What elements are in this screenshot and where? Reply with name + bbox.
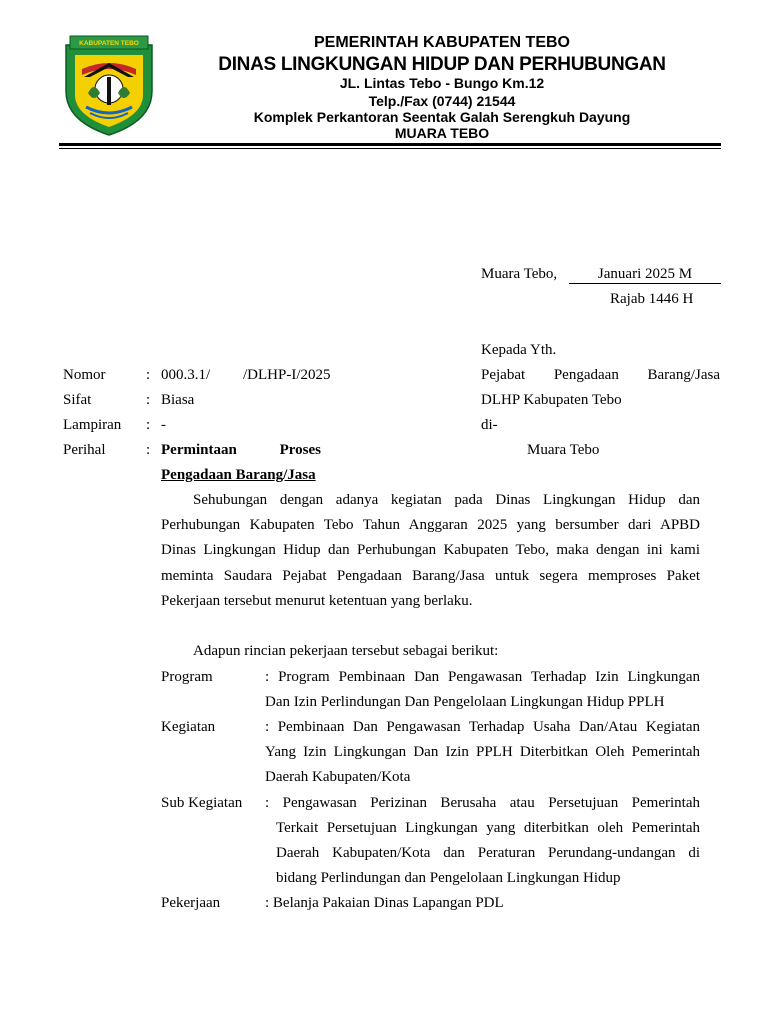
body-paragraph-1-line-1: Sehubungan dengan adanya kegiatan pada Dinas Lingkungan Hidup dan [193, 492, 700, 508]
body-paragraph-1-line-2: Perhubungan Kabupaten Tebo Tahun Anggaran 2025 yang bersumber dari APBD [161, 517, 700, 533]
perihal-value-line1: Permintaan Proses [161, 442, 321, 458]
sifat-label: Sifat [63, 392, 92, 408]
lampiran-label: Lampiran [63, 417, 122, 433]
lampiran-colon: : [146, 417, 151, 433]
kegiatan-value-line2: Yang Izin Lingkungan Dan Izin PPLH Diterbitkan Oleh Pemerintah [265, 744, 700, 760]
recipient-greeting: Kepada Yth. [481, 342, 557, 358]
sub-kegiatan-value-line1: : Pengawasan Perizinan Berusaha atau Persetujuan Pemerintah [265, 795, 700, 811]
sub-kegiatan-value-line2: Terkait Persetujuan Lingkungan yang diterbitkan oleh Pemerintah [276, 820, 700, 836]
letterhead-government: PEMERINTAH KABUPATEN TEBO [314, 34, 570, 51]
nomor-colon: : [146, 367, 151, 383]
sub-kegiatan-value-line4: bidang Perlindungan dan Pengelolaan Lingkungan Hidup [276, 870, 621, 886]
recipient-di: di- [481, 417, 498, 433]
recipient-title: Pejabat Pengadaan Barang/Jasa [481, 367, 720, 383]
letterhead-divider-thin [59, 148, 721, 149]
sub-kegiatan-label: Sub Kegiatan [161, 795, 243, 811]
program-value-line1: : Program Pembinaan Dan Pengawasan Terhadap Izin Lingkungan [265, 669, 700, 685]
letterhead-agency: DINAS LINGKUNGAN HIDUP DAN PERHUBUNGAN [218, 54, 666, 75]
sifat-value: Biasa [161, 392, 195, 408]
body-paragraph-2: Adapun rincian pekerjaan tersebut sebagai berikut: [193, 643, 499, 659]
body-paragraph-1-line-3: Dinas Lingkungan Hidup dan Perhubungan Kabupaten Tebo, maka dengan ini kami [161, 542, 700, 558]
nomor-value-suffix: /DLHP-I/2025 [243, 367, 331, 383]
body-paragraph-1-line-5: Pekerjaan tersebut menurut ketentuan yang berlaku. [161, 593, 473, 609]
date-hijri: Rajab 1446 H [610, 291, 694, 307]
program-label: Program [161, 669, 213, 685]
perihal-colon: : [146, 442, 151, 458]
svg-text:KABUPATEN TEBO: KABUPATEN TEBO [79, 40, 139, 47]
perihal-value-line2: Pengadaan Barang/Jasa [161, 467, 316, 483]
letterhead-address: JL. Lintas Tebo - Bungo Km.12 [339, 75, 545, 91]
perihal-label: Perihal [63, 442, 106, 458]
body-paragraph-1-line-4: meminta Saudara Pejabat Pengadaan Barang/Jasa untuk segera memproses Paket [161, 568, 700, 584]
recipient-office: DLHP Kabupaten Tebo [481, 392, 622, 408]
nomor-label: Nomor [63, 367, 106, 383]
kabupaten-tebo-emblem [62, 33, 156, 137]
letterhead-divider-thick [59, 143, 721, 146]
nomor-value-prefix: 000.3.1/ [161, 367, 211, 383]
date-place: Muara Tebo, [481, 266, 558, 282]
letterhead-complex: Komplek Perkantoran Seentak Galah Serengkuh Dayung [253, 109, 631, 125]
sifat-colon: : [146, 392, 151, 408]
date-gregorian: Januari 2025 M [569, 267, 721, 284]
pekerjaan-label: Pekerjaan [161, 895, 221, 911]
lampiran-value: - [161, 417, 166, 433]
sub-kegiatan-value-line3: Daerah Kabupaten/Kota dan Peraturan Perundang-undangan di [276, 845, 700, 861]
pekerjaan-value: : Belanja Pakaian Dinas Lapangan PDL [265, 895, 504, 911]
kegiatan-value-line1: : Pembinaan Dan Pengawasan Terhadap Usaha Dan/Atau Kegiatan [265, 719, 700, 735]
letterhead-phone: Telp./Fax (0744) 21544 [368, 93, 516, 109]
letterhead-city: MUARA TEBO [394, 125, 490, 141]
program-value-line2: Dan Izin Perlindungan Dan Pengelolaan Lingkungan Hidup PPLH [265, 694, 665, 710]
kegiatan-value-line3: Daerah Kabupaten/Kota [265, 769, 411, 785]
recipient-city: Muara Tebo [527, 442, 600, 458]
kegiatan-label: Kegiatan [161, 719, 216, 735]
